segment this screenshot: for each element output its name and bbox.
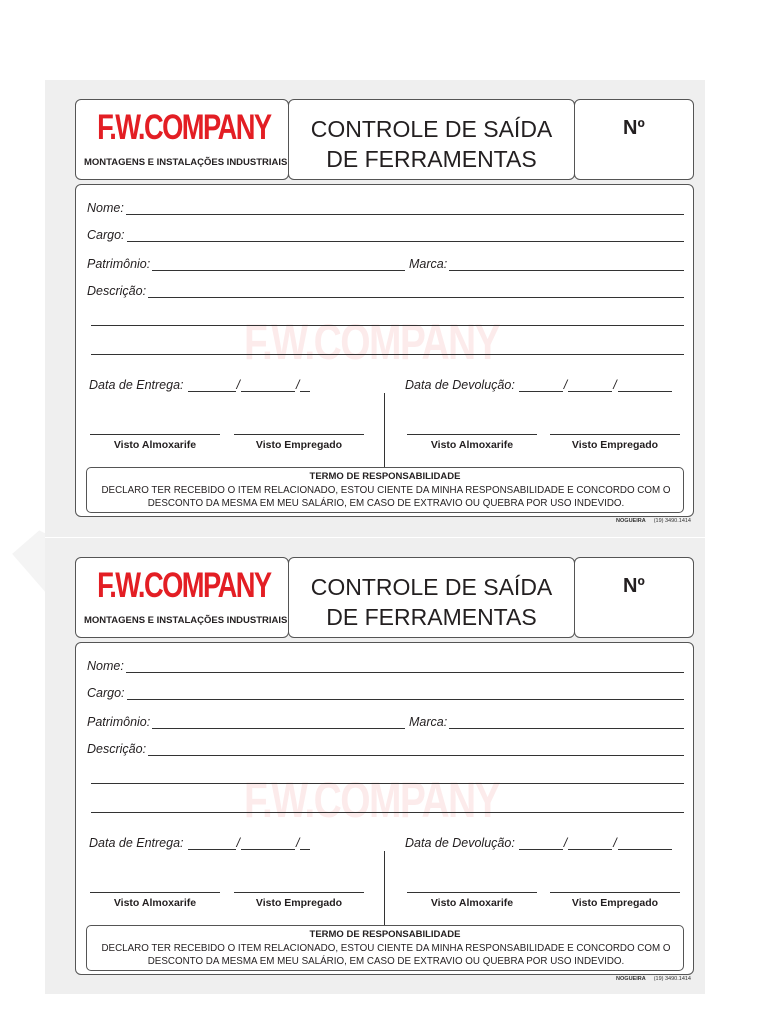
asset-field[interactable]: Patrimônio: (87, 255, 405, 271)
return-storekeeper-signature[interactable]: Visto Almoxarife (407, 892, 537, 909)
form-sheet-2 (45, 537, 705, 994)
form-number-label: Nº (623, 117, 645, 139)
return-storekeeper-signature[interactable]: Visto Almoxarife (407, 434, 537, 451)
delivery-date-field[interactable]: Data de Entrega: / / (89, 376, 310, 392)
description-line-2[interactable] (91, 325, 684, 326)
delivery-date-field[interactable]: Data de Entrega: / / (89, 834, 310, 850)
company-tagline: MONTAGENS E INSTALAÇÕES INDUSTRIAIS (84, 157, 288, 168)
printer-credit: NOGUEIRA (19) 3490.1414 (616, 518, 691, 524)
terms-box (86, 467, 684, 513)
form-number-label: Nº (623, 575, 645, 597)
section-divider (384, 851, 385, 931)
form-title: CONTROLE DE SAÍDA DE FERRAMENTAS (310, 574, 553, 630)
background-logo: F.W.COMPANY (244, 772, 500, 828)
form-body (75, 184, 694, 517)
name-field[interactable]: Nome: (87, 199, 684, 215)
printer-credit: NOGUEIRA (19) 3490.1414 (616, 976, 691, 982)
background-logo: F.W.COMPANY (244, 314, 500, 370)
terms-title: TERMO DE RESPONSABILIDADE (309, 471, 461, 482)
brand-field[interactable]: Marca: (409, 713, 684, 729)
delivery-storekeeper-signature[interactable]: Visto Almoxarife (90, 892, 220, 909)
description-line-3[interactable] (91, 812, 684, 813)
terms-box (86, 925, 684, 971)
return-date-field[interactable]: Data de Devolução: / / (405, 376, 672, 392)
form-body (75, 642, 694, 975)
description-field[interactable]: Descrição: (87, 740, 684, 756)
role-field[interactable]: Cargo: (87, 226, 684, 242)
company-logo: F.W.COMPANY (97, 108, 271, 147)
section-divider (384, 393, 385, 473)
company-logo-box (75, 557, 289, 638)
asset-field[interactable]: Patrimônio: (87, 713, 405, 729)
company-logo: F.W.COMPANY (97, 566, 271, 605)
delivery-employee-signature[interactable]: Visto Empregado (234, 434, 364, 451)
name-field[interactable]: Nome: (87, 657, 684, 673)
delivery-storekeeper-signature[interactable]: Visto Almoxarife (90, 434, 220, 451)
form-sheet-1 (45, 80, 705, 537)
form-title-box (288, 99, 575, 180)
form-title-box (288, 557, 575, 638)
company-tagline: MONTAGENS E INSTALAÇÕES INDUSTRIAIS (84, 615, 288, 626)
return-date-field[interactable]: Data de Devolução: / / (405, 834, 672, 850)
company-logo-box (75, 99, 289, 180)
form-title: CONTROLE DE SAÍDA DE FERRAMENTAS (310, 116, 553, 172)
description-line-3[interactable] (91, 354, 684, 355)
terms-text: DECLARO TER RECEBIDO O ITEM RELACIONADO, ESTOU CIENTE DA MINHA RESPONSABILIDADE E CONCORDO COM O DESCONTO DA MESMA EM MEU SALÁRIO, EM CASO DE EXTRAVIO OU QUEBRA POR USO INDEVIDO. (101, 485, 671, 509)
delivery-employee-signature[interactable]: Visto Empregado (234, 892, 364, 909)
role-field[interactable]: Cargo: (87, 684, 684, 700)
description-line-2[interactable] (91, 783, 684, 784)
terms-title: TERMO DE RESPONSABILIDADE (309, 929, 461, 940)
form-number-box[interactable] (574, 99, 694, 180)
return-employee-signature[interactable]: Visto Empregado (550, 892, 680, 909)
return-employee-signature[interactable]: Visto Empregado (550, 434, 680, 451)
form-number-box[interactable] (574, 557, 694, 638)
description-field[interactable]: Descrição: (87, 282, 684, 298)
brand-field[interactable]: Marca: (409, 255, 684, 271)
terms-text: DECLARO TER RECEBIDO O ITEM RELACIONADO, ESTOU CIENTE DA MINHA RESPONSABILIDADE E CONCORDO COM O DESCONTO DA MESMA EM MEU SALÁRIO, EM CASO DE EXTRAVIO OU QUEBRA POR USO INDEVIDO. (101, 943, 671, 967)
